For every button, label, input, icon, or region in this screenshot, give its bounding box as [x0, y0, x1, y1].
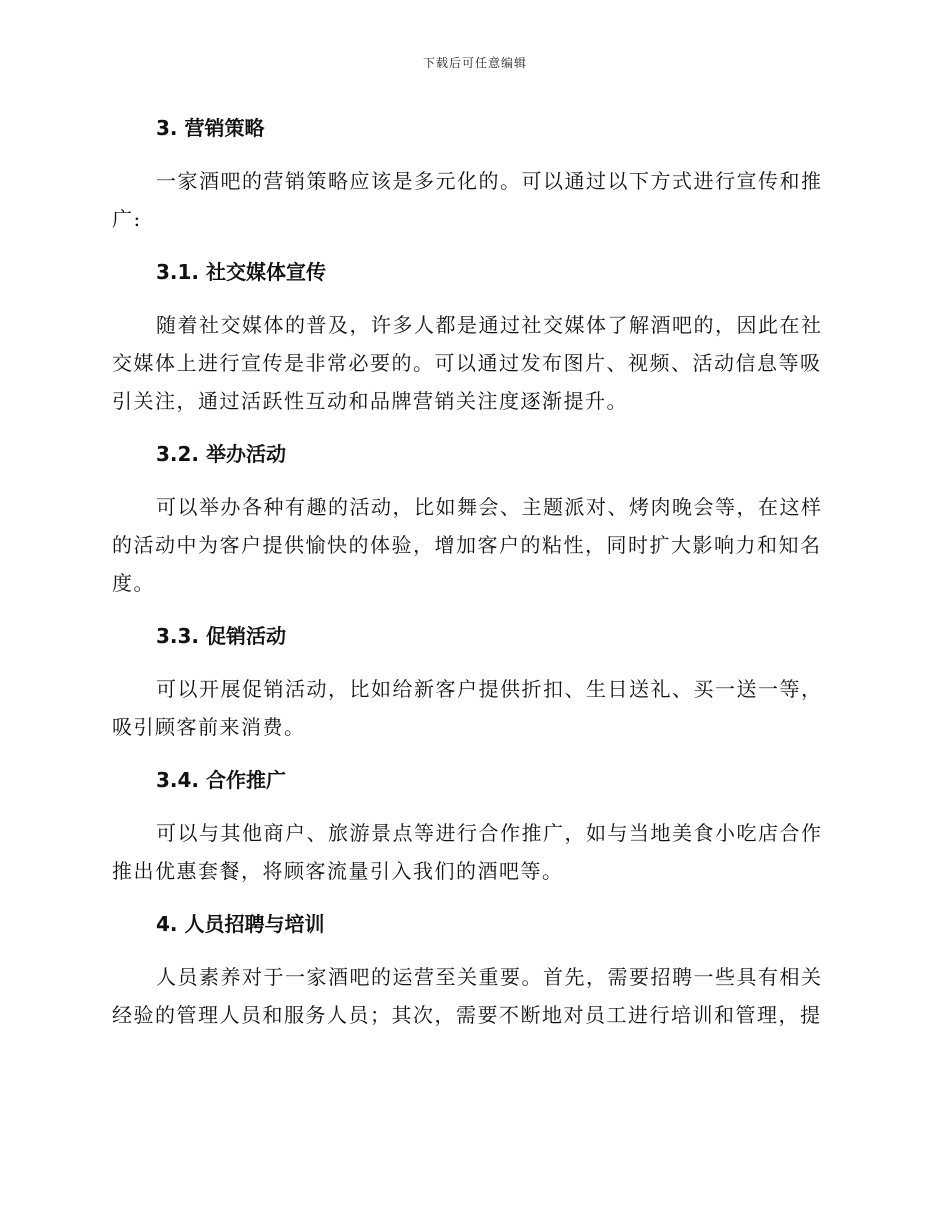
section-heading-3-1: 3.1. 社交媒体宣传	[156, 260, 326, 284]
page-header-note: 下载后可任意编辑	[422, 56, 527, 70]
paragraph-partnerships: 可以与其他商户、旅游景点等进行合作推广，如与当地美食小吃店合作推出优惠套餐，将顾客流量引入我们的酒吧等。	[112, 821, 823, 883]
section-heading-3-2: 3.2. 举办活动	[156, 442, 286, 466]
section-heading-3-4: 3.4. 合作推广	[156, 768, 286, 792]
section-heading-3: 3. 营销策略	[156, 116, 265, 140]
paragraph-staffing: 人员素养对于一家酒吧的运营至关重要。首先，需要招聘一些具有相关经验的管理人员和服务人员；其次，需要不断地对员工进行培训和管理，提	[112, 965, 823, 1027]
paragraph-social-media: 随着社交媒体的普及，许多人都是通过社交媒体了解酒吧的，因此在社交媒体上进行宣传是非常必要的。可以通过发布图片、视频、活动信息等吸引关注，通过活跃性互动和品牌营销关注度逐渐提升。	[112, 313, 823, 413]
paragraph-promotions: 可以开展促销活动，比如给新客户提供折扣、生日送礼、买一送一等，吸引顾客前来消费。	[112, 677, 823, 739]
paragraph-events: 可以举办各种有趣的活动，比如舞会、主题派对、烤肉晚会等，在这样的活动中为客户提供愉快的体验，增加客户的粘性，同时扩大影响力和知名度。	[112, 495, 823, 595]
section-heading-4: 4. 人员招聘与培训	[156, 912, 325, 936]
document-body	[112, 108, 832, 1048]
section-heading-3-3: 3.3. 促销活动	[156, 624, 286, 648]
paragraph-marketing-intro: 一家酒吧的营销策略应该是多元化的。可以通过以下方式进行宣传和推广:	[112, 169, 823, 231]
